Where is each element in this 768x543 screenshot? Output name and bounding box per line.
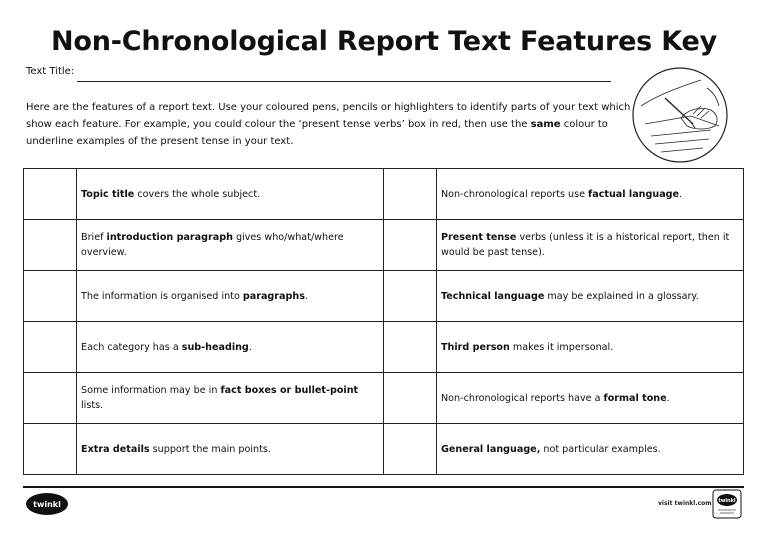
- intro-text-1: Here are the features of a report text. Use your coloured pens, pencils or highlighters to identify parts of your text which show each feature. For example, you could colour the ‘present tense verbs’ box in red, then use the: [26, 102, 631, 130]
- feature-bold: Extra details: [81, 443, 150, 455]
- feature-text: .: [679, 188, 683, 200]
- colour-box[interactable]: [24, 322, 77, 373]
- feature-bold: Third person: [441, 341, 510, 353]
- colour-box[interactable]: [24, 220, 77, 271]
- colour-box[interactable]: [24, 373, 77, 424]
- feature-cell: [77, 373, 384, 424]
- feature-cell: [437, 220, 744, 271]
- text-title-label: Text Title:: [26, 66, 75, 77]
- feature-cell: [437, 271, 744, 322]
- footer-divider: [23, 486, 744, 488]
- table-row: [24, 220, 744, 271]
- colour-box[interactable]: [383, 169, 436, 220]
- colour-box[interactable]: [24, 271, 77, 322]
- colour-box[interactable]: [383, 220, 436, 271]
- feature-text: may be explained in a glossary.: [544, 290, 699, 302]
- feature-bold: sub-heading: [181, 341, 249, 353]
- feature-text: Non-chronological reports use: [441, 188, 589, 200]
- feature-cell: [77, 169, 384, 220]
- table-row: [24, 424, 744, 475]
- feature-text: .: [666, 392, 670, 404]
- visit-link[interactable]: visit twinkl.com: [658, 500, 712, 507]
- quality-badge: [712, 489, 742, 519]
- feature-cell: [77, 424, 384, 475]
- feature-text: The information is organised into: [81, 290, 243, 302]
- feature-cell: [437, 373, 744, 424]
- text-title-line: [77, 81, 611, 82]
- feature-text: .: [304, 290, 308, 302]
- feature-text: Some information may be in: [81, 385, 221, 396]
- feature-text: covers the whole subject.: [134, 188, 261, 200]
- table-row: [24, 373, 744, 424]
- logo-text: twinkl: [33, 500, 61, 509]
- colour-box[interactable]: [383, 424, 436, 475]
- table-row: [24, 322, 744, 373]
- feature-cell: [77, 322, 384, 373]
- page-title: Non-Chronological Report Text Features Key: [50, 26, 718, 57]
- feature-bold: paragraphs: [242, 290, 305, 302]
- feature-text: not particular examples.: [540, 443, 661, 455]
- feature-cell: [77, 220, 384, 271]
- writing-hand-illustration: [631, 66, 729, 164]
- table-row: [24, 169, 744, 220]
- intro-paragraph: [26, 99, 632, 150]
- feature-bold: General language,: [441, 443, 541, 455]
- intro-text-2: colour to underline examples of the present tense in your text.: [26, 119, 608, 147]
- table-row: [24, 271, 744, 322]
- feature-text: Each category has a: [81, 341, 182, 353]
- colour-box[interactable]: [24, 424, 77, 475]
- feature-cell: [77, 271, 384, 322]
- feature-text: makes it impersonal.: [509, 341, 614, 353]
- feature-text: Brief: [81, 232, 107, 243]
- feature-text: lists.: [81, 400, 104, 411]
- feature-bold: Present tense: [441, 232, 517, 243]
- feature-cell: [437, 322, 744, 373]
- feature-bold: formal tone: [603, 392, 667, 404]
- colour-box[interactable]: [383, 322, 436, 373]
- feature-text: support the main points.: [149, 443, 271, 455]
- twinkl-logo: [25, 492, 69, 516]
- feature-bold: Technical language: [441, 290, 545, 302]
- colour-box[interactable]: [24, 169, 77, 220]
- feature-bold: fact boxes or bullet-point: [220, 385, 359, 396]
- feature-text: verbs (unless it is a historical report, then it would be past tense).: [441, 232, 730, 258]
- colour-box[interactable]: [383, 373, 436, 424]
- feature-text: .: [248, 341, 252, 353]
- feature-bold: factual language: [588, 188, 680, 200]
- colour-box[interactable]: [383, 271, 436, 322]
- features-table: [23, 168, 744, 475]
- feature-bold: Topic title: [81, 188, 135, 200]
- feature-cell: [437, 169, 744, 220]
- feature-cell: [437, 424, 744, 475]
- intro-bold: same: [530, 119, 561, 130]
- badge-text: twinkl: [718, 498, 736, 504]
- feature-bold: introduction paragraph: [106, 232, 233, 243]
- feature-text: gives who/what/where overview.: [81, 232, 344, 258]
- feature-text: Non-chronological reports have a: [441, 392, 604, 404]
